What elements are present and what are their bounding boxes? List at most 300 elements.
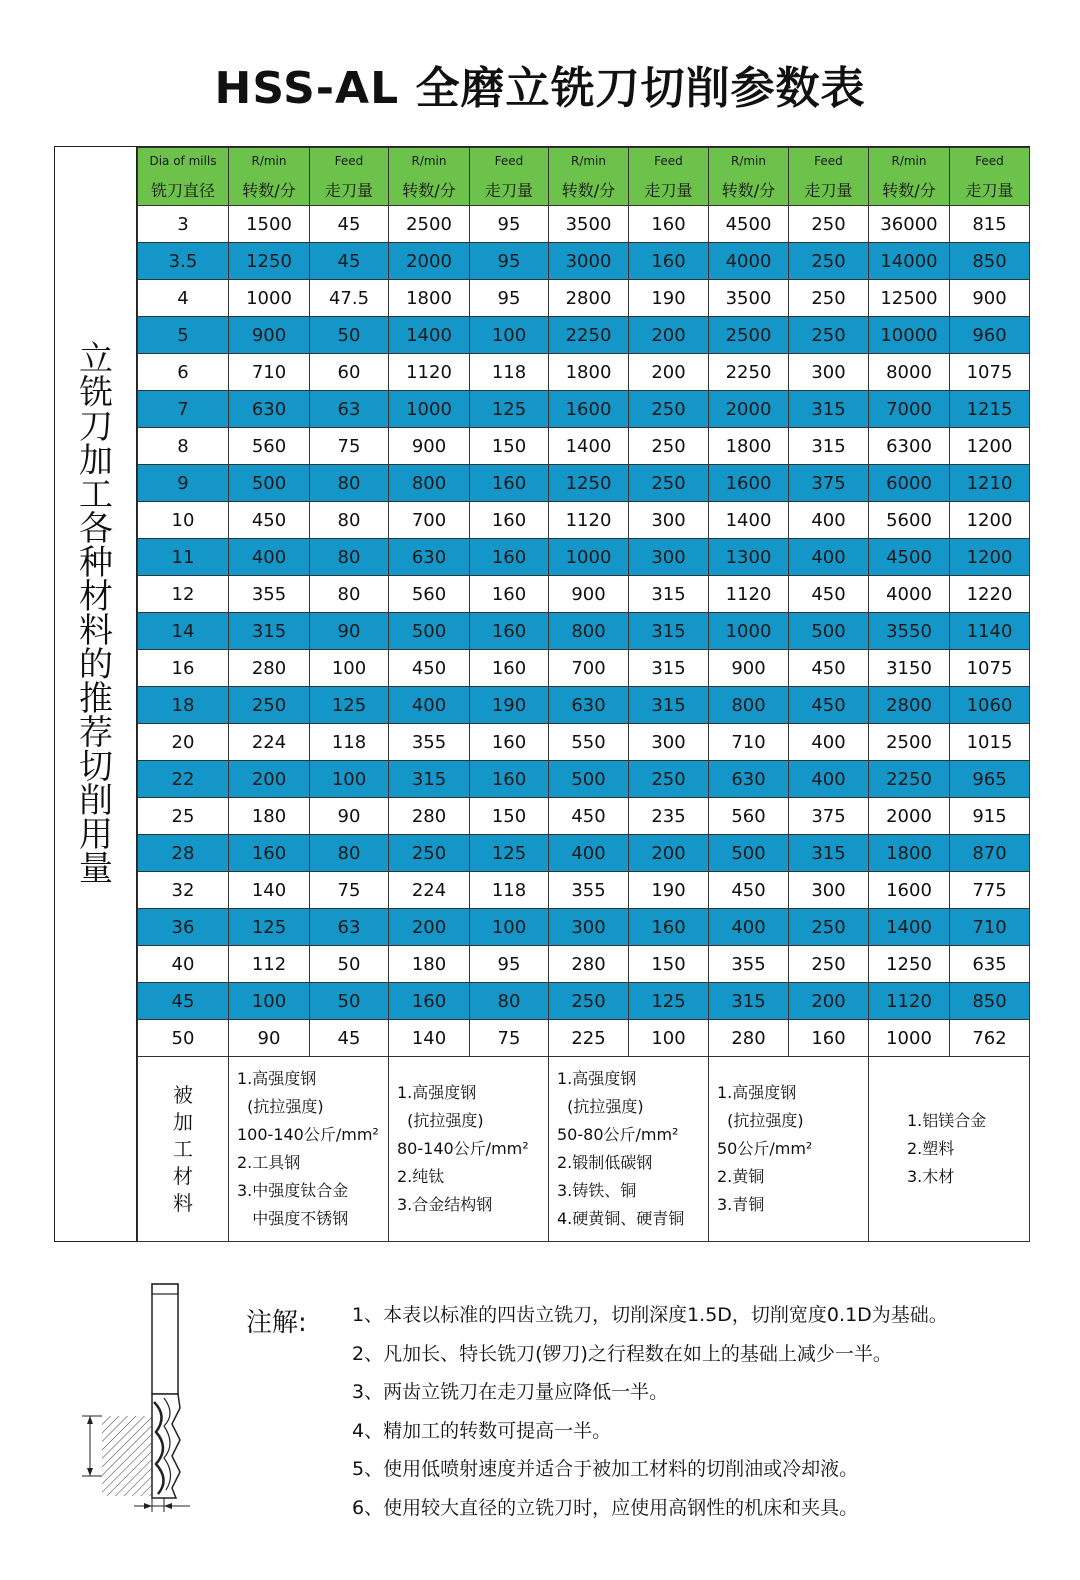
feed-cell: 250 bbox=[629, 761, 709, 798]
feed-cell: 315 bbox=[789, 391, 869, 428]
rpm-cell: 1120 bbox=[709, 576, 789, 613]
table-row bbox=[138, 502, 1030, 539]
rpm-cell: 1250 bbox=[869, 946, 950, 983]
rpm-cell: 3550 bbox=[869, 613, 950, 650]
rpm-cell: 500 bbox=[229, 465, 310, 502]
rpm-cell: 4500 bbox=[869, 539, 950, 576]
table-row bbox=[138, 243, 1030, 280]
header-cn-cell: 走刀量 bbox=[789, 173, 869, 206]
material-group-5 bbox=[869, 1057, 1030, 1242]
side-label-text: 立铣刀加工各种材料的推荐切削用量 bbox=[79, 339, 113, 889]
feed-cell: 1015 bbox=[950, 724, 1030, 761]
feed-cell: 250 bbox=[789, 946, 869, 983]
rpm-cell: 1800 bbox=[389, 280, 470, 317]
table-row bbox=[138, 1020, 1030, 1057]
header-en-cell: Feed bbox=[629, 148, 709, 174]
feed-cell: 315 bbox=[789, 835, 869, 872]
materials-row bbox=[138, 1057, 1030, 1242]
feed-cell: 63 bbox=[310, 909, 389, 946]
rpm-cell: 450 bbox=[709, 872, 789, 909]
side-label-cell bbox=[55, 147, 137, 1241]
rpm-cell: 1400 bbox=[549, 428, 629, 465]
rpm-cell: 36000 bbox=[869, 206, 950, 243]
feed-cell: 315 bbox=[629, 650, 709, 687]
rpm-cell: 12500 bbox=[869, 280, 950, 317]
feed-cell: 90 bbox=[310, 798, 389, 835]
table-row bbox=[138, 613, 1030, 650]
feed-cell: 250 bbox=[789, 280, 869, 317]
page-title: HSS-AL 全磨立铣刀切削参数表 bbox=[214, 63, 866, 114]
materials-label-text: 被加工材料 bbox=[173, 1082, 193, 1215]
rpm-cell: 355 bbox=[229, 576, 310, 613]
feed-cell: 1075 bbox=[950, 354, 1030, 391]
rpm-cell: 1000 bbox=[389, 391, 470, 428]
header-en-cell: Feed bbox=[310, 148, 389, 174]
rpm-cell: 112 bbox=[229, 946, 310, 983]
header-cn-cell: 转数/分 bbox=[869, 173, 950, 206]
feed-cell: 125 bbox=[470, 835, 549, 872]
cutting-parameter-table bbox=[54, 146, 1030, 1242]
rpm-cell: 630 bbox=[229, 391, 310, 428]
table-row bbox=[138, 983, 1030, 1020]
feed-cell: 315 bbox=[629, 687, 709, 724]
material-line: (抗拉强度) bbox=[557, 1097, 644, 1116]
notes-title: 注解: bbox=[246, 1308, 307, 1338]
feed-cell: 250 bbox=[629, 391, 709, 428]
header-cn-cell: 转数/分 bbox=[229, 173, 310, 206]
rpm-cell: 1000 bbox=[709, 613, 789, 650]
rpm-cell: 560 bbox=[229, 428, 310, 465]
rpm-cell: 450 bbox=[389, 650, 470, 687]
rpm-cell: 355 bbox=[389, 724, 470, 761]
feed-cell: 400 bbox=[789, 539, 869, 576]
feed-cell: 400 bbox=[789, 502, 869, 539]
rpm-cell: 630 bbox=[389, 539, 470, 576]
rpm-cell: 2800 bbox=[549, 280, 629, 317]
feed-cell: 200 bbox=[629, 354, 709, 391]
material-line: 2.黄铜 bbox=[717, 1167, 765, 1186]
notes-list bbox=[352, 1296, 1052, 1527]
header-en-cell: R/min bbox=[549, 148, 629, 174]
diameter-cell: 10 bbox=[138, 502, 229, 539]
feed-cell: 190 bbox=[629, 872, 709, 909]
rpm-cell: 550 bbox=[549, 724, 629, 761]
rpm-cell: 1500 bbox=[229, 206, 310, 243]
feed-cell: 250 bbox=[629, 465, 709, 502]
table-row bbox=[138, 687, 1030, 724]
material-line: (抗拉强度) bbox=[237, 1097, 324, 1116]
feed-cell: 300 bbox=[629, 724, 709, 761]
feed-cell: 160 bbox=[470, 650, 549, 687]
table-row bbox=[138, 835, 1030, 872]
feed-cell: 100 bbox=[470, 909, 549, 946]
rpm-cell: 1600 bbox=[549, 391, 629, 428]
rpm-cell: 125 bbox=[229, 909, 310, 946]
table-row bbox=[138, 650, 1030, 687]
feed-cell: 95 bbox=[470, 946, 549, 983]
diameter-cell: 3 bbox=[138, 206, 229, 243]
feed-cell: 100 bbox=[310, 650, 389, 687]
table-row bbox=[138, 761, 1030, 798]
header-cn-cell: 走刀量 bbox=[629, 173, 709, 206]
material-line: 100-140公斤/mm² bbox=[237, 1125, 379, 1144]
rpm-cell: 500 bbox=[709, 835, 789, 872]
diameter-cell: 40 bbox=[138, 946, 229, 983]
rpm-cell: 1120 bbox=[869, 983, 950, 1020]
rpm-cell: 700 bbox=[549, 650, 629, 687]
diameter-cell: 32 bbox=[138, 872, 229, 909]
feed-cell: 75 bbox=[310, 428, 389, 465]
feed-cell: 50 bbox=[310, 317, 389, 354]
note-item: 2、凡加长、特长铣刀(锣刀)之行程数在如上的基础上减少一半。 bbox=[352, 1342, 892, 1365]
rpm-cell: 2250 bbox=[549, 317, 629, 354]
diameter-cell: 14 bbox=[138, 613, 229, 650]
rpm-cell: 3000 bbox=[549, 243, 629, 280]
feed-cell: 45 bbox=[310, 243, 389, 280]
diameter-cell: 9 bbox=[138, 465, 229, 502]
rpm-cell: 1800 bbox=[549, 354, 629, 391]
material-line: 50-80公斤/mm² bbox=[557, 1125, 679, 1144]
feed-cell: 95 bbox=[470, 206, 549, 243]
feed-cell: 250 bbox=[789, 909, 869, 946]
feed-cell: 960 bbox=[950, 317, 1030, 354]
table-row bbox=[138, 539, 1030, 576]
rpm-cell: 100 bbox=[229, 983, 310, 1020]
feed-cell: 160 bbox=[470, 576, 549, 613]
rpm-cell: 280 bbox=[229, 650, 310, 687]
header-row-english bbox=[138, 148, 1030, 174]
material-line: 3.青铜 bbox=[717, 1195, 765, 1214]
rpm-cell: 224 bbox=[389, 872, 470, 909]
feed-cell: 300 bbox=[789, 354, 869, 391]
feed-cell: 710 bbox=[950, 909, 1030, 946]
table-row bbox=[138, 909, 1030, 946]
rpm-cell: 8000 bbox=[869, 354, 950, 391]
rpm-cell: 630 bbox=[549, 687, 629, 724]
feed-cell: 375 bbox=[789, 798, 869, 835]
feed-cell: 160 bbox=[470, 502, 549, 539]
material-line: 3.合金结构钢 bbox=[397, 1195, 493, 1214]
rpm-cell: 4000 bbox=[869, 576, 950, 613]
header-en-cell: R/min bbox=[709, 148, 789, 174]
rpm-cell: 1250 bbox=[229, 243, 310, 280]
material-line: 3.铸铁、铜 bbox=[557, 1181, 637, 1200]
rpm-cell: 500 bbox=[389, 613, 470, 650]
table-row bbox=[138, 280, 1030, 317]
diameter-cell: 36 bbox=[138, 909, 229, 946]
feed-cell: 190 bbox=[470, 687, 549, 724]
diameter-cell: 16 bbox=[138, 650, 229, 687]
diameter-cell: 18 bbox=[138, 687, 229, 724]
rpm-cell: 450 bbox=[549, 798, 629, 835]
rpm-cell: 1000 bbox=[229, 280, 310, 317]
rpm-cell: 250 bbox=[229, 687, 310, 724]
rpm-cell: 4000 bbox=[709, 243, 789, 280]
feed-cell: 450 bbox=[789, 576, 869, 613]
table-row bbox=[138, 872, 1030, 909]
rpm-cell: 7000 bbox=[869, 391, 950, 428]
table-row bbox=[138, 354, 1030, 391]
feed-cell: 75 bbox=[470, 1020, 549, 1057]
header-en-cell: Feed bbox=[950, 148, 1030, 174]
feed-cell: 160 bbox=[629, 243, 709, 280]
diameter-cell: 4 bbox=[138, 280, 229, 317]
rpm-cell: 224 bbox=[229, 724, 310, 761]
end-mill-diagram bbox=[72, 1276, 212, 1516]
feed-cell: 1210 bbox=[950, 465, 1030, 502]
rpm-cell: 800 bbox=[709, 687, 789, 724]
diameter-cell: 6 bbox=[138, 354, 229, 391]
rpm-cell: 450 bbox=[229, 502, 310, 539]
feed-cell: 80 bbox=[310, 502, 389, 539]
feed-cell: 965 bbox=[950, 761, 1030, 798]
feed-cell: 47.5 bbox=[310, 280, 389, 317]
rpm-cell: 900 bbox=[709, 650, 789, 687]
feed-cell: 80 bbox=[310, 465, 389, 502]
feed-cell: 118 bbox=[470, 354, 549, 391]
rpm-cell: 1800 bbox=[709, 428, 789, 465]
table-row bbox=[138, 391, 1030, 428]
feed-cell: 80 bbox=[310, 576, 389, 613]
rpm-cell: 315 bbox=[709, 983, 789, 1020]
note-item: 3、两齿立铣刀在走刀量应降低一半。 bbox=[352, 1381, 669, 1403]
table-row bbox=[138, 724, 1030, 761]
diameter-cell: 3.5 bbox=[138, 243, 229, 280]
material-line: 2.锻制低碳钢 bbox=[557, 1153, 653, 1172]
feed-cell: 1220 bbox=[950, 576, 1030, 613]
diameter-cell: 7 bbox=[138, 391, 229, 428]
feed-cell: 160 bbox=[629, 206, 709, 243]
feed-cell: 100 bbox=[470, 317, 549, 354]
feed-cell: 815 bbox=[950, 206, 1030, 243]
feed-cell: 870 bbox=[950, 835, 1030, 872]
rpm-cell: 6300 bbox=[869, 428, 950, 465]
feed-cell: 63 bbox=[310, 391, 389, 428]
feed-cell: 100 bbox=[629, 1020, 709, 1057]
rpm-cell: 2500 bbox=[869, 724, 950, 761]
header-row-chinese bbox=[138, 173, 1030, 206]
feed-cell: 762 bbox=[950, 1020, 1030, 1057]
rpm-cell: 2000 bbox=[869, 798, 950, 835]
material-group-3 bbox=[549, 1057, 709, 1242]
feed-cell: 300 bbox=[629, 539, 709, 576]
feed-cell: 1075 bbox=[950, 650, 1030, 687]
rpm-cell: 900 bbox=[549, 576, 629, 613]
feed-cell: 50 bbox=[310, 946, 389, 983]
rpm-cell: 800 bbox=[549, 613, 629, 650]
rpm-cell: 560 bbox=[709, 798, 789, 835]
diameter-cell: 45 bbox=[138, 983, 229, 1020]
feed-cell: 200 bbox=[789, 983, 869, 1020]
rpm-cell: 250 bbox=[389, 835, 470, 872]
rpm-cell: 200 bbox=[229, 761, 310, 798]
feed-cell: 1200 bbox=[950, 539, 1030, 576]
rpm-cell: 710 bbox=[709, 724, 789, 761]
feed-cell: 90 bbox=[310, 613, 389, 650]
rpm-cell: 1400 bbox=[709, 502, 789, 539]
parameter-grid bbox=[137, 147, 1030, 1242]
material-line: 50公斤/mm² bbox=[717, 1139, 813, 1158]
rpm-cell: 630 bbox=[709, 761, 789, 798]
feed-cell: 375 bbox=[789, 465, 869, 502]
header-en-cell: Feed bbox=[470, 148, 549, 174]
rpm-cell: 280 bbox=[549, 946, 629, 983]
feed-cell: 900 bbox=[950, 280, 1030, 317]
material-line: 4.硬黄铜、硬青铜 bbox=[557, 1209, 685, 1228]
rpm-cell: 2250 bbox=[869, 761, 950, 798]
feed-cell: 315 bbox=[629, 613, 709, 650]
rpm-cell: 400 bbox=[229, 539, 310, 576]
feed-cell: 1060 bbox=[950, 687, 1030, 724]
rpm-cell: 1300 bbox=[709, 539, 789, 576]
rpm-cell: 900 bbox=[229, 317, 310, 354]
material-line: (抗拉强度) bbox=[397, 1111, 484, 1130]
feed-cell: 95 bbox=[470, 280, 549, 317]
rpm-cell: 90 bbox=[229, 1020, 310, 1057]
rpm-cell: 280 bbox=[389, 798, 470, 835]
feed-cell: 50 bbox=[310, 983, 389, 1020]
header-en-cell: R/min bbox=[229, 148, 310, 174]
note-item: 5、使用低喷射速度并适合于被加工材料的切削油或冷却液。 bbox=[352, 1458, 859, 1480]
rpm-cell: 140 bbox=[229, 872, 310, 909]
feed-cell: 775 bbox=[950, 872, 1030, 909]
feed-cell: 1200 bbox=[950, 428, 1030, 465]
table-row bbox=[138, 946, 1030, 983]
material-group-4 bbox=[709, 1057, 869, 1242]
table-row bbox=[138, 317, 1030, 354]
rpm-cell: 300 bbox=[549, 909, 629, 946]
note-item: 1、本表以标准的四齿立铣刀，切削深度1.5D，切削宽度0.1D为基础。 bbox=[352, 1304, 948, 1326]
feed-cell: 95 bbox=[470, 243, 549, 280]
header-en-cell: R/min bbox=[389, 148, 470, 174]
feed-cell: 118 bbox=[470, 872, 549, 909]
feed-cell: 200 bbox=[629, 317, 709, 354]
material-group-2 bbox=[389, 1057, 549, 1242]
feed-cell: 500 bbox=[789, 613, 869, 650]
header-cn-cell: 铣刀直径 bbox=[138, 173, 229, 206]
material-line: 3.中强度钛合金 bbox=[237, 1181, 349, 1200]
material-line: 中强度不锈钢 bbox=[237, 1209, 349, 1228]
rpm-cell: 1800 bbox=[869, 835, 950, 872]
material-line: 2.纯钛 bbox=[397, 1167, 445, 1186]
feed-cell: 80 bbox=[470, 983, 549, 1020]
feed-cell: 75 bbox=[310, 872, 389, 909]
feed-cell: 150 bbox=[629, 946, 709, 983]
header-en-cell: Dia of mills bbox=[138, 148, 229, 174]
rpm-cell: 250 bbox=[549, 983, 629, 1020]
feed-cell: 125 bbox=[629, 983, 709, 1020]
rpm-cell: 1600 bbox=[709, 465, 789, 502]
material-line: 3.木材 bbox=[907, 1167, 955, 1186]
diameter-cell: 8 bbox=[138, 428, 229, 465]
rpm-cell: 1250 bbox=[549, 465, 629, 502]
rpm-cell: 2250 bbox=[709, 354, 789, 391]
feed-cell: 80 bbox=[310, 539, 389, 576]
diameter-cell: 22 bbox=[138, 761, 229, 798]
feed-cell: 250 bbox=[789, 317, 869, 354]
rpm-cell: 355 bbox=[709, 946, 789, 983]
feed-cell: 160 bbox=[470, 724, 549, 761]
rpm-cell: 1400 bbox=[869, 909, 950, 946]
rpm-cell: 3150 bbox=[869, 650, 950, 687]
table-row bbox=[138, 798, 1030, 835]
rpm-cell: 400 bbox=[549, 835, 629, 872]
rpm-cell: 2000 bbox=[709, 391, 789, 428]
feed-cell: 1200 bbox=[950, 502, 1030, 539]
diameter-cell: 5 bbox=[138, 317, 229, 354]
material-line: 2.塑料 bbox=[907, 1139, 955, 1158]
rpm-cell: 200 bbox=[389, 909, 470, 946]
material-line: 80-140公斤/mm² bbox=[397, 1139, 529, 1158]
feed-cell: 315 bbox=[789, 428, 869, 465]
feed-cell: 125 bbox=[470, 391, 549, 428]
rpm-cell: 1000 bbox=[869, 1020, 950, 1057]
rpm-cell: 800 bbox=[389, 465, 470, 502]
diameter-cell: 25 bbox=[138, 798, 229, 835]
feed-cell: 450 bbox=[789, 650, 869, 687]
note-item: 6、使用较大直径的立铣刀时，应使用高钢性的机床和夹具。 bbox=[352, 1496, 859, 1519]
table-row bbox=[138, 428, 1030, 465]
rpm-cell: 2500 bbox=[389, 206, 470, 243]
material-line: (抗拉强度) bbox=[717, 1111, 804, 1130]
diameter-cell: 28 bbox=[138, 835, 229, 872]
feed-cell: 1215 bbox=[950, 391, 1030, 428]
material-line: 2.工具钢 bbox=[237, 1153, 301, 1172]
rpm-cell: 180 bbox=[229, 798, 310, 835]
note-item: 4、精加工的转数可提高一半。 bbox=[352, 1419, 612, 1442]
header-cn-cell: 转数/分 bbox=[389, 173, 470, 206]
feed-cell: 160 bbox=[789, 1020, 869, 1057]
feed-cell: 235 bbox=[629, 798, 709, 835]
rpm-cell: 2800 bbox=[869, 687, 950, 724]
table-row bbox=[138, 465, 1030, 502]
rpm-cell: 1400 bbox=[389, 317, 470, 354]
rpm-cell: 710 bbox=[229, 354, 310, 391]
diameter-cell: 11 bbox=[138, 539, 229, 576]
feed-cell: 45 bbox=[310, 206, 389, 243]
material-line: 1.铝镁合金 bbox=[907, 1111, 987, 1130]
header-en-cell: Feed bbox=[789, 148, 869, 174]
feed-cell: 125 bbox=[310, 687, 389, 724]
feed-cell: 45 bbox=[310, 1020, 389, 1057]
feed-cell: 300 bbox=[629, 502, 709, 539]
material-line: 1.高强度钢 bbox=[557, 1069, 637, 1088]
rpm-cell: 4500 bbox=[709, 206, 789, 243]
header-cn-cell: 转数/分 bbox=[709, 173, 789, 206]
rpm-cell: 560 bbox=[389, 576, 470, 613]
feed-cell: 400 bbox=[789, 761, 869, 798]
rpm-cell: 900 bbox=[389, 428, 470, 465]
diameter-cell: 12 bbox=[138, 576, 229, 613]
rpm-cell: 160 bbox=[389, 983, 470, 1020]
feed-cell: 150 bbox=[470, 428, 549, 465]
rpm-cell: 140 bbox=[389, 1020, 470, 1057]
rpm-cell: 355 bbox=[549, 872, 629, 909]
feed-cell: 850 bbox=[950, 243, 1030, 280]
rpm-cell: 3500 bbox=[549, 206, 629, 243]
rpm-cell: 2000 bbox=[389, 243, 470, 280]
rpm-cell: 1600 bbox=[869, 872, 950, 909]
material-line: 1.高强度钢 bbox=[717, 1083, 797, 1102]
feed-cell: 635 bbox=[950, 946, 1030, 983]
feed-cell: 118 bbox=[310, 724, 389, 761]
feed-cell: 100 bbox=[310, 761, 389, 798]
rpm-cell: 10000 bbox=[869, 317, 950, 354]
feed-cell: 300 bbox=[789, 872, 869, 909]
header-cn-cell: 走刀量 bbox=[950, 173, 1030, 206]
rpm-cell: 3500 bbox=[709, 280, 789, 317]
feed-cell: 450 bbox=[789, 687, 869, 724]
